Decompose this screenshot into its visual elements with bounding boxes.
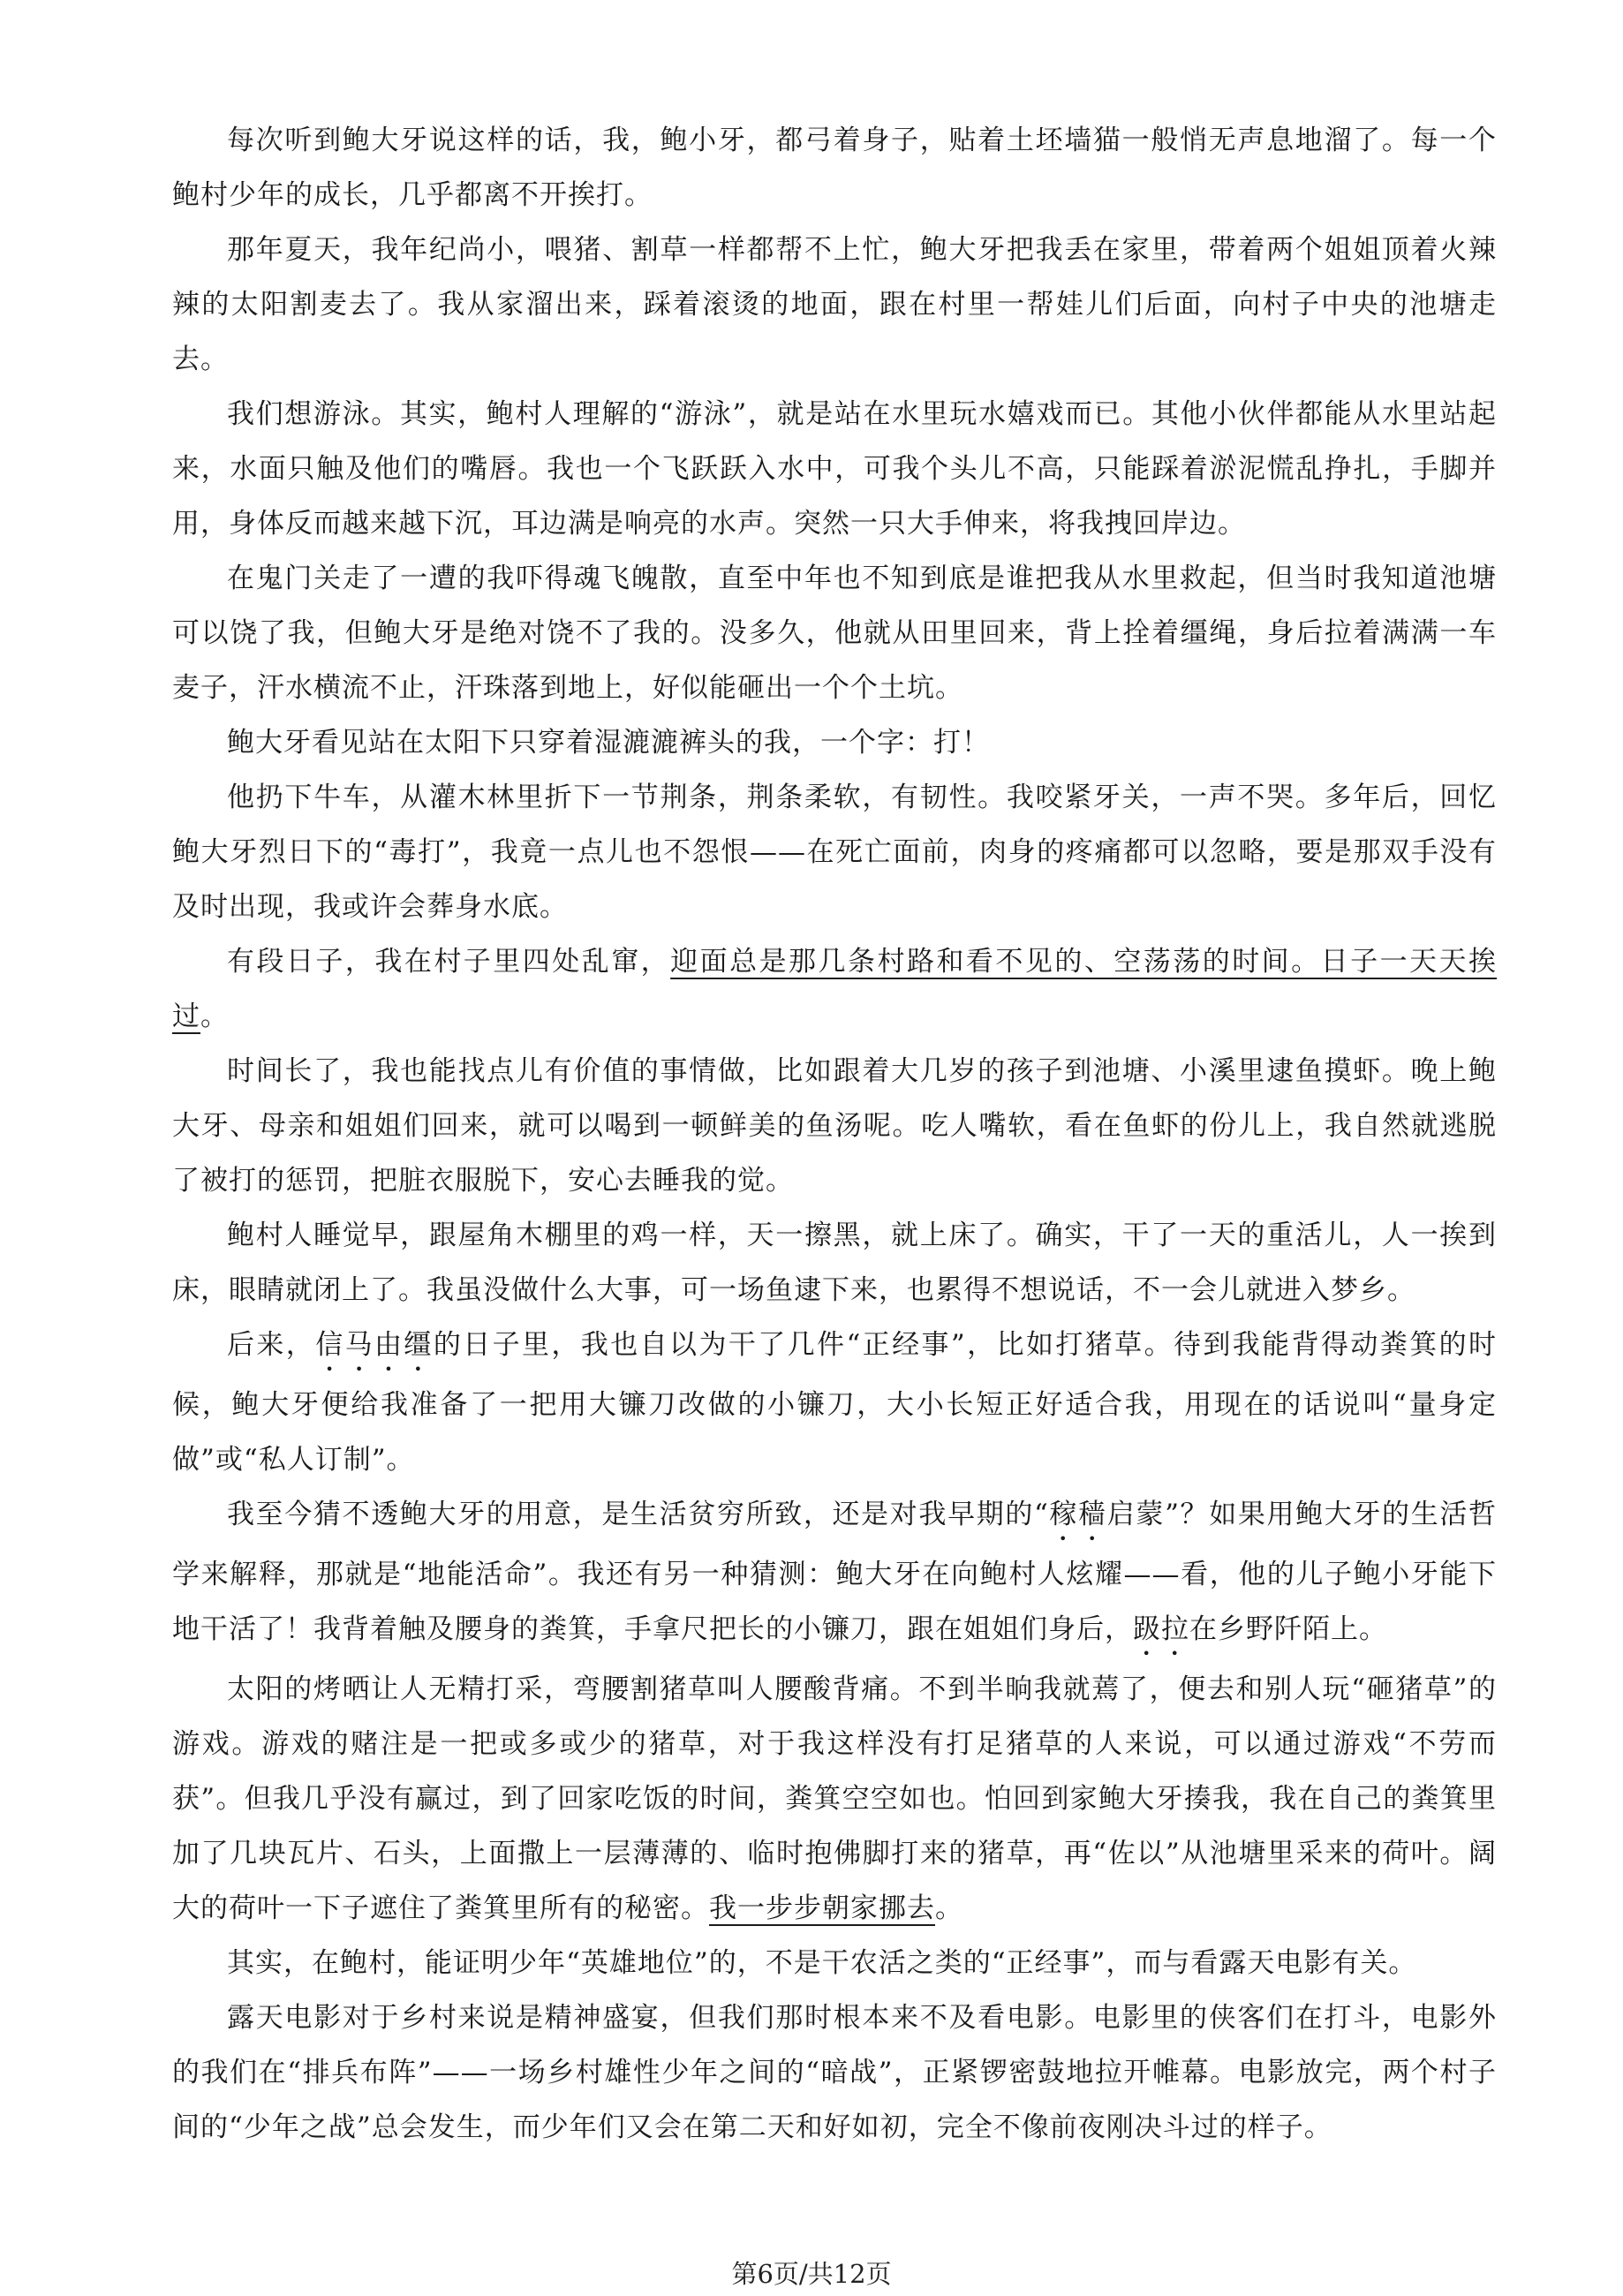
paragraph-1 xyxy=(172,113,1497,223)
paragraph-text: 后来， xyxy=(227,1329,316,1361)
dotted-term: 趿拉 xyxy=(1133,1613,1189,1645)
paragraph-11 xyxy=(172,1487,1497,1662)
paragraph-text: 有段日子，我在村子里四处乱窜， xyxy=(227,946,671,978)
paragraph-3 xyxy=(172,387,1497,551)
underlined-sentence: 我一步步朝家挪去 xyxy=(709,1892,935,1924)
paragraph-text: 我至今猜不透鲍大牙的用意，是生活贫穷所致，还是对我早期的“ xyxy=(227,1499,1049,1530)
paragraph-text: 时间长了，我也能找点儿有价值的事情做，比如跟着大几岁的孩子到池塘、小溪里逮鱼摸虾。晚上鲍大牙、母亲和姐姐们回来，就可以喝到一顿鲜美的鱼汤呢。吃人嘴软，看在鱼虾的份儿上，我自然就逃脱了被打的惩罚，把脏衣服脱下，安心去睡我的觉。 xyxy=(172,1055,1497,1197)
paragraph-text: 。 xyxy=(200,1001,229,1032)
dotted-term: 稼穑 xyxy=(1048,1499,1107,1530)
paragraph-8 xyxy=(172,1044,1497,1208)
paragraph-4 xyxy=(172,551,1497,715)
paragraph-13 xyxy=(172,1936,1497,1990)
paragraph-text: 每次听到鲍大牙说这样的话，我，鲍小牙，都弓着身子，贴着土坯墙猫一般悄无声息地溜了。每一个鲍村少年的成长，几乎都离不开挨打。 xyxy=(172,125,1497,211)
paragraph-2 xyxy=(172,223,1497,387)
paragraph-14 xyxy=(172,1990,1497,2155)
paragraph-text: 太阳的烤晒让人无精打采，弯腰割猪草叫人腰酸背痛。不到半晌我就蔫了，便去和别人玩“砸猪草”的游戏。游戏的赌注是一把或多或少的猪草，对于我这样没有打足猪草的人来说，可以通过游戏“不劳而获”。但我几乎没有赢过，到了回家吃饭的时间，粪箕空空如也。怕回到家鲍大牙揍我，我在自己的粪箕里加了几块瓦片、石头，上面撒上一层薄薄的、临时抱佛脚打来的猪草，再“佐以”从池塘里采来的荷叶。阔大的荷叶一下子遮住了粪箕里所有的秘密。 xyxy=(172,1673,1497,1924)
paragraph-text: 鲍村人睡觉早，跟屋角木棚里的鸡一样，天一擦黑，就上床了。确实，干了一天的重活儿，人一挨到床，眼睛就闭上了。我虽没做什么大事，可一场鱼逮下来，也累得不想说话，不一会儿就进入梦乡。 xyxy=(172,1220,1497,1306)
paragraph-text: 在乡野阡陌上。 xyxy=(1189,1613,1387,1645)
paragraph-12 xyxy=(172,1662,1497,1936)
paragraph-text: 在鬼门关走了一遭的我吓得魂飞魄散，直至中年也不知到底是谁把我从水里救起，但当时我知道池塘可以饶了我，但鲍大牙是绝对饶不了我的。没多久，他就从田里回来，背上拴着缰绳，身后拉着满满一车麦子，汗水横流不止，汗珠落到地上，好似能砸出一个个土坑。 xyxy=(172,563,1497,704)
paragraph-6 xyxy=(172,770,1497,934)
page-number-footer: 第6页/共12页 xyxy=(731,2259,892,2289)
paragraph-text: 露天电影对于乡村来说是精神盛宴，但我们那时根本来不及看电影。电影里的侠客们在打斗，电影外的我们在“排兵布阵”——一场乡村雄性少年之间的“暗战”，正紧锣密鼓地拉开帷幕。电影放完，两个村子间的“少年之战”总会发生，而少年们又会在第二天和好如初，完全不像前夜刚决斗过的样子。 xyxy=(172,2002,1497,2143)
paragraph-text: 。 xyxy=(935,1892,963,1924)
dotted-term: 信马由缰 xyxy=(315,1329,434,1361)
paragraph-text: 其实，在鲍村，能证明少年“英雄地位”的，不是干农活之类的“正经事”，而与看露天电影有关。 xyxy=(227,1947,1417,1979)
paragraph-text: 的日子里，我也自以为干了几件“正经事”，比如打猪草。待到我能背得动粪箕的时候，鲍大牙便给我准备了一把用大镰刀改做的小镰刀，大小长短正好适合我，用现在的话说叫“量身定做”或“私人订制”。 xyxy=(172,1329,1498,1476)
paragraph-text: 那年夏天，我年纪尚小，喂猪、割草一样都帮不上忙，鲍大牙把我丢在家里，带着两个姐姐顶着火辣辣的太阳割麦去了。我从家溜出来，踩着滚烫的地面，跟在村里一帮娃儿们后面，向村子中央的池塘走去。 xyxy=(172,234,1497,375)
paragraph-10 xyxy=(172,1318,1497,1487)
paragraph-9 xyxy=(172,1208,1497,1318)
paragraph-text: 他扔下牛车，从灌木林里折下一节荆条，荆条柔软，有韧性。我咬紧牙关，一声不哭。多年后，回忆鲍大牙烈日下的“毒打”，我竟一点儿也不怨恨——在死亡面前，肉身的疼痛都可以忽略，要是那双手没有及时出现，我或许会葬身水底。 xyxy=(172,782,1497,923)
document-page xyxy=(172,113,1497,2179)
paragraph-text: 我们想游泳。其实，鲍村人理解的“游泳”，就是站在水里玩水嬉戏而已。其他小伙伴都能从水里站起来，水面只触及他们的嘴唇。我也一个飞跃跃入水中，可我个头儿不高，只能踩着淤泥慌乱挣扎，手脚并用，身体反而越来越下沉，耳边满是响亮的水声。突然一只大手伸来，将我拽回岸边。 xyxy=(172,398,1497,540)
paragraph-text: 启蒙”？如果用鲍大牙的生活哲学来解释，那就是“地能活命”。我还有另一种猜测：鲍大牙在向鲍村人炫耀——看，他的儿子鲍小牙能下地干活了！我背着触及腰身的粪箕，手拿尺把长的小镰刀，跟在姐姐们身后， xyxy=(172,1499,1497,1645)
paragraph-5 xyxy=(172,715,1497,770)
paragraph-7 xyxy=(172,934,1497,1044)
underlined-sentence: 迎面总是那几条村路和看不见的、空荡荡的时间。日子一天天挨过 xyxy=(172,946,1498,1032)
paragraph-text: 鲍大牙看见站在太阳下只穿着湿漉漉裤头的我，一个字：打！ xyxy=(227,727,990,759)
